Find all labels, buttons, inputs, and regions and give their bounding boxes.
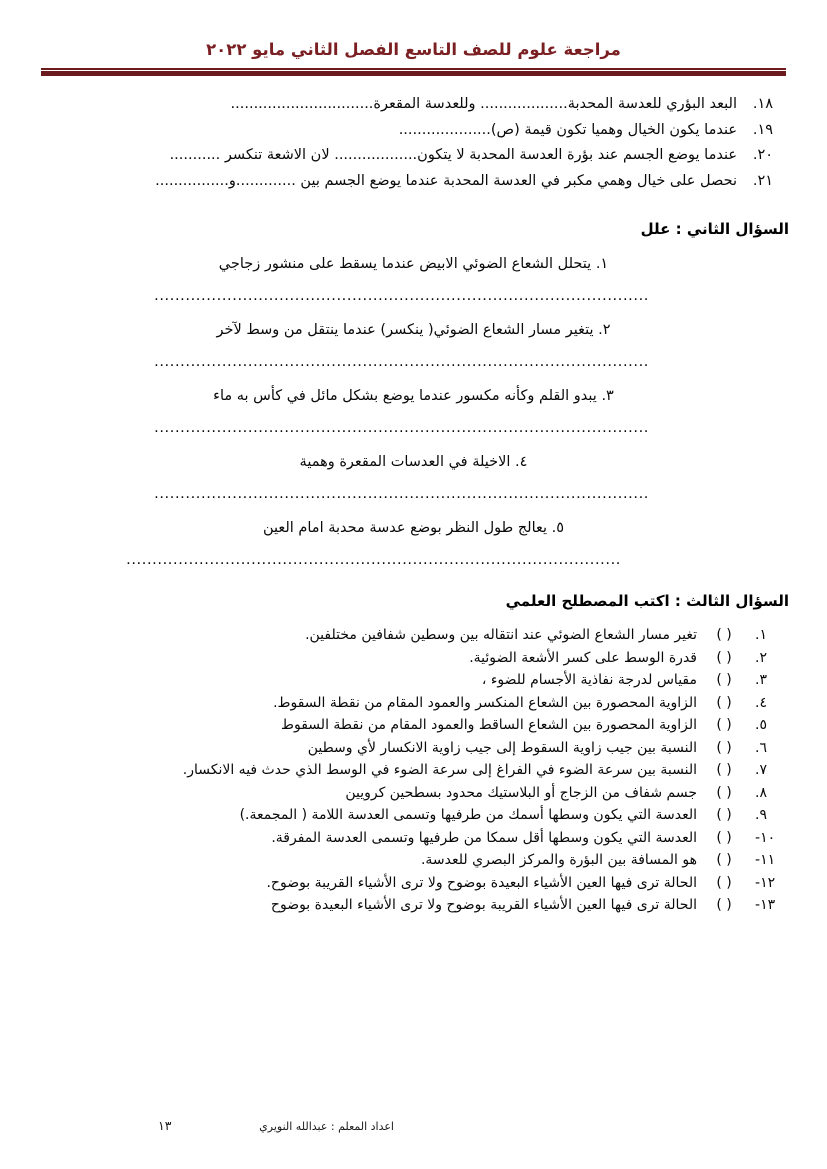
item-number: ٥. <box>755 717 767 733</box>
list-item <box>38 624 789 647</box>
list-item <box>38 759 789 782</box>
item-number: ١٨. <box>752 96 774 112</box>
answer-blank-parentheses[interactable]: ( ) <box>716 717 732 733</box>
answer-blank-parentheses[interactable]: ( ) <box>716 852 732 868</box>
reason-number: ١. <box>595 256 609 272</box>
reason-number: ٤. <box>515 454 528 470</box>
answer-dotted-line[interactable]: ............................................................................................... <box>154 486 649 502</box>
item-number: ٦. <box>755 739 767 756</box>
list-item <box>38 894 789 917</box>
page-header <box>0 40 827 59</box>
page-title: مراجعة علوم للصف التاسع الفصل الثاني مايو ٢٠٢٢ <box>206 40 621 59</box>
list-item <box>38 143 789 169</box>
answer-dotted-line[interactable]: ............................................................................................... <box>154 420 649 436</box>
answer-dotted-line[interactable]: ............................................................................................... <box>126 552 621 568</box>
answer-dotted-line[interactable]: ............................................................................................... <box>154 288 649 304</box>
item-text: عندما يكون الخيال وهميا تكون قيمة (ص).................... <box>398 121 737 138</box>
question-two-heading: السؤال الثاني : علل <box>640 220 789 238</box>
reason-item <box>38 520 789 536</box>
list-item <box>38 118 789 144</box>
item-number: ٢١. <box>752 172 774 189</box>
answer-blank-parentheses[interactable]: ( ) <box>716 672 732 688</box>
list-item <box>38 827 789 850</box>
list-item <box>38 782 789 805</box>
item-text: مقياس لدرجة نفاذية الأجسام للضوء ، <box>481 672 697 688</box>
item-number: ٢٠. <box>752 147 774 163</box>
item-number: ١١- <box>755 852 776 868</box>
item-number: ١٩. <box>752 121 774 138</box>
item-number: ١٢- <box>755 874 776 891</box>
item-number: ٤. <box>755 694 767 711</box>
page-footer <box>38 1118 789 1133</box>
item-number: ٣. <box>755 672 767 688</box>
scientific-term-list <box>38 624 789 917</box>
answer-dotted-line[interactable]: ............................................................................................... <box>154 354 649 370</box>
answer-blank-parentheses[interactable]: ( ) <box>716 649 732 666</box>
answer-blank-parentheses[interactable]: ( ) <box>716 807 732 823</box>
item-number: ١٠- <box>755 829 776 846</box>
reason-text: يعالج طول النظر بوضع عدسة محدبة امام العين <box>262 520 548 536</box>
reason-item <box>38 256 789 272</box>
answer-blank-parentheses[interactable]: ( ) <box>716 694 732 711</box>
answer-blank-parentheses[interactable]: ( ) <box>716 739 732 756</box>
item-text: النسبة بين سرعة الضوء في الفراغ إلى سرعة الضوء في الوسط الذي حدث فيه الانكسار. <box>182 762 697 778</box>
list-item <box>38 647 789 670</box>
list-item <box>38 692 789 715</box>
item-text: نحصل على خيال وهمي مكبر في العدسة المحدبة عندما يوضع الجسم بين .............و................ <box>155 172 737 189</box>
document-body <box>38 92 789 917</box>
list-item <box>38 872 789 895</box>
reason-text: يتغير مسار الشعاع الضوئي( ينكسر) عندما ينتقل من وسط لآخر <box>216 322 594 338</box>
question-three-heading: السؤال الثالث : اكتب المصطلح العلمي <box>505 592 789 610</box>
item-text: تغير مسار الشعاع الضوئي عند انتقاله بين وسطين شفافين مختلفين. <box>305 627 697 643</box>
item-number: ١. <box>755 627 767 643</box>
reason-text: يبدو القلم وكأنه مكسور عندما يوضع بشكل مائل في كأس به ماء <box>213 388 597 404</box>
answer-blank-parentheses[interactable]: ( ) <box>716 829 732 846</box>
reason-text: يتحلل الشعاع الضوئي الابيض عندما يسقط على منشور زجاجي <box>218 256 592 272</box>
item-text: عندما يوضع الجسم عند بؤرة العدسة المحدبة لا يتكون.................. لان الاشعة تنكسر ........... <box>169 147 737 163</box>
item-number: ٩. <box>755 807 767 823</box>
page-number: ١٣ <box>158 1118 172 1133</box>
item-number: ١٣- <box>755 897 776 913</box>
list-item <box>38 804 789 827</box>
list-item <box>38 737 789 760</box>
header-divider-thick-line <box>41 71 786 76</box>
reason-number: ٣. <box>601 388 614 404</box>
item-number: ٧. <box>755 762 767 778</box>
footer-credit: اعداد المعلم : عبدالله النويري <box>259 1120 394 1133</box>
item-text: الحالة ترى فيها العين الأشياء القريبة بوضوح ولا ترى الأشياء البعيدة بوضوح <box>270 897 697 913</box>
reason-item <box>38 388 789 404</box>
header-divider <box>41 68 786 76</box>
list-item <box>38 92 789 118</box>
item-text: هو المسافة بين البؤرة والمركز البصري للعدسة. <box>420 852 697 868</box>
list-item <box>38 169 789 195</box>
reason-text: الاخيلة في العدسات المقعرة وهمية <box>299 454 511 470</box>
reason-item <box>38 454 789 470</box>
answer-blank-parentheses[interactable]: ( ) <box>716 874 732 891</box>
list-item <box>38 669 789 692</box>
item-text: الزاوية المحصورة بين الشعاع الساقط والعمود المقام من نقطة السقوط <box>281 717 697 733</box>
answer-blank-parentheses[interactable]: ( ) <box>716 784 732 801</box>
reason-number: ٢. <box>598 322 611 338</box>
list-item <box>38 849 789 872</box>
answer-blank-parentheses[interactable]: ( ) <box>716 897 732 913</box>
list-item <box>38 714 789 737</box>
item-text: الزاوية المحصورة بين الشعاع المنكسر والعمود المقام من نقطة السقوط. <box>273 694 697 711</box>
fill-in-blank-list <box>38 92 789 194</box>
item-text: العدسة التي يكون وسطها أسمك من طرفيها وتسمى العدسة اللامة ( المجمعة.) <box>239 807 697 823</box>
answer-blank-parentheses[interactable]: ( ) <box>716 762 732 778</box>
answer-blank-parentheses[interactable]: ( ) <box>716 627 732 643</box>
item-text: البعد البؤري للعدسة المحدبة................... وللعدسة المقعرة............................... <box>230 96 737 112</box>
item-text: قدرة الوسط على كسر الأشعة الضوئية. <box>469 649 697 666</box>
reason-item <box>38 322 789 338</box>
item-text: النسبة بين جيب زاوية السقوط إلى جيب زاوية الانكسار لأي وسطين <box>307 739 697 756</box>
reason-number: ٥. <box>551 520 565 536</box>
item-text: العدسة التي يكون وسطها أقل سمكا من طرفيها وتسمى العدسة المفرقة. <box>271 829 697 846</box>
item-number: ٨. <box>755 784 767 801</box>
item-text: جسم شفاف من الزجاج أو البلاستيك محدود بسطحين كرويين <box>345 784 697 801</box>
item-text: الحالة ترى فيها العين الأشياء البعيدة بوضوح ولا ترى الأشياء القريبة بوضوح. <box>266 874 697 891</box>
item-number: ٢. <box>755 649 767 666</box>
